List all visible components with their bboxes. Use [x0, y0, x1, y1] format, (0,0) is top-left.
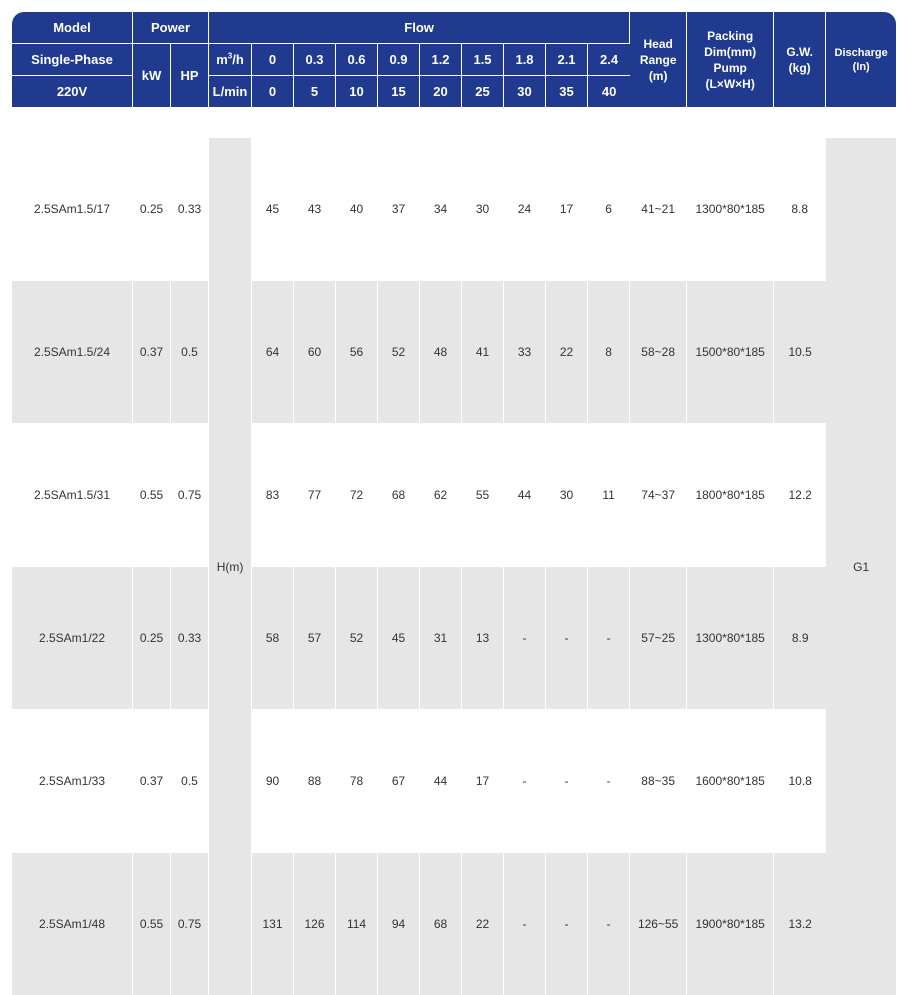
table-body	[12, 108, 896, 995]
head-value-cell: -	[546, 709, 588, 852]
head-value-cell: 6	[588, 108, 630, 280]
head-value-cell: 68	[420, 852, 462, 995]
flow-m3h-cell: 0.9	[378, 44, 420, 76]
header-discharge: Discharge (In)	[826, 12, 896, 108]
head-value-cell: 48	[420, 280, 462, 423]
head-value-cell: 31	[420, 566, 462, 709]
head-range-cell: 57~25	[630, 566, 687, 709]
head-value-cell: 45	[378, 566, 420, 709]
header-voltage: 220V	[12, 76, 133, 108]
model-cell: 2.5SAm1/22	[12, 566, 133, 709]
pump-spec-table-container	[12, 12, 896, 995]
table-header	[12, 12, 896, 108]
hp-cell: 0.33	[171, 566, 209, 709]
head-value-cell: 52	[378, 280, 420, 423]
gw-cell: 10.8	[774, 709, 826, 852]
hp-cell: 0.33	[171, 108, 209, 280]
pump-spec-table	[12, 12, 896, 995]
head-value-cell: 37	[378, 108, 420, 280]
head-value-cell: 126	[294, 852, 336, 995]
head-value-cell: 22	[462, 852, 504, 995]
packing-cell: 1300*80*185	[687, 566, 774, 709]
flow-m3h-cell: 1.5	[462, 44, 504, 76]
hp-cell: 0.75	[171, 423, 209, 566]
head-value-cell: 78	[336, 709, 378, 852]
h-label-cell: H(m)	[209, 108, 252, 995]
flow-lmin-cell: 15	[378, 76, 420, 108]
head-value-cell: 30	[546, 423, 588, 566]
model-cell: 2.5SAm1.5/17	[12, 108, 133, 280]
head-range-cell: 58~28	[630, 280, 687, 423]
head-value-cell: 44	[420, 709, 462, 852]
hp-cell: 0.5	[171, 280, 209, 423]
flow-m3h-cell: 2.4	[588, 44, 630, 76]
header-unit-m3h: $m^3/h$	[209, 44, 252, 76]
head-value-cell: 33	[504, 280, 546, 423]
flow-m3h-cell: 1.8	[504, 44, 546, 76]
head-value-cell: 94	[378, 852, 420, 995]
head-value-cell: 60	[294, 280, 336, 423]
table-row	[12, 423, 896, 566]
head-value-cell: 30	[462, 108, 504, 280]
model-cell: 2.5SAm1/48	[12, 852, 133, 995]
head-value-cell: 58	[252, 566, 294, 709]
gw-cell: 13.2	[774, 852, 826, 995]
header-hp: HP	[171, 44, 209, 108]
head-value-cell: 22	[546, 280, 588, 423]
head-value-cell: 45	[252, 108, 294, 280]
head-value-cell: 131	[252, 852, 294, 995]
head-value-cell: 90	[252, 709, 294, 852]
head-value-cell: 64	[252, 280, 294, 423]
head-value-cell: 114	[336, 852, 378, 995]
head-value-cell: 57	[294, 566, 336, 709]
discharge-cell: G1	[826, 108, 896, 995]
header-model: Model	[12, 12, 133, 44]
kw-cell: 0.25	[133, 108, 171, 280]
flow-lmin-cell: 5	[294, 76, 336, 108]
header-flow: Flow	[209, 12, 630, 44]
gw-cell: 12.2	[774, 423, 826, 566]
header-head-range: Head Range (m)	[630, 12, 687, 108]
head-value-cell: 41	[462, 280, 504, 423]
head-value-cell: 11	[588, 423, 630, 566]
head-value-cell: 67	[378, 709, 420, 852]
head-range-cell: 41~21	[630, 108, 687, 280]
flow-lmin-cell: 0	[252, 76, 294, 108]
head-range-cell: 88~35	[630, 709, 687, 852]
model-cell: 2.5SAm1/33	[12, 709, 133, 852]
head-value-cell: 83	[252, 423, 294, 566]
head-value-cell: 55	[462, 423, 504, 566]
model-cell: 2.5SAm1.5/31	[12, 423, 133, 566]
flow-m3h-cell: 0.6	[336, 44, 378, 76]
head-value-cell: -	[546, 566, 588, 709]
flow-lmin-cell: 35	[546, 76, 588, 108]
head-value-cell: 68	[378, 423, 420, 566]
header-power: Power	[133, 12, 209, 44]
head-value-cell: -	[546, 852, 588, 995]
gw-cell: 8.9	[774, 566, 826, 709]
table-row	[12, 108, 896, 280]
flow-lmin-cell: 40	[588, 76, 630, 108]
head-value-cell: 62	[420, 423, 462, 566]
head-value-cell: 13	[462, 566, 504, 709]
head-value-cell: -	[504, 566, 546, 709]
head-value-cell: -	[588, 852, 630, 995]
flow-m3h-cell: 0	[252, 44, 294, 76]
header-kw: kW	[133, 44, 171, 108]
head-value-cell: 77	[294, 423, 336, 566]
kw-cell: 0.55	[133, 852, 171, 995]
head-value-cell: 24	[504, 108, 546, 280]
head-value-cell: 40	[336, 108, 378, 280]
head-value-cell: -	[588, 709, 630, 852]
flow-lmin-cell: 30	[504, 76, 546, 108]
head-value-cell: 34	[420, 108, 462, 280]
gw-cell: 8.8	[774, 108, 826, 280]
head-range-cell: 74~37	[630, 423, 687, 566]
packing-cell: 1600*80*185	[687, 709, 774, 852]
flow-m3h-cell: 2.1	[546, 44, 588, 76]
model-cell: 2.5SAm1.5/24	[12, 280, 133, 423]
header-packing: Packing Dim(mm) Pump (L×W×H)	[687, 12, 774, 108]
flow-lmin-cell: 10	[336, 76, 378, 108]
kw-cell: 0.37	[133, 280, 171, 423]
header-unit-lmin: L/min	[209, 76, 252, 108]
head-value-cell: -	[588, 566, 630, 709]
head-value-cell: 88	[294, 709, 336, 852]
table-row	[12, 709, 896, 852]
head-value-cell: -	[504, 709, 546, 852]
table-row	[12, 280, 896, 423]
packing-cell: 1500*80*185	[687, 280, 774, 423]
header-gw: G.W. (kg)	[774, 12, 826, 108]
head-value-cell: 8	[588, 280, 630, 423]
hp-cell: 0.5	[171, 709, 209, 852]
head-value-cell: 17	[462, 709, 504, 852]
packing-cell: 1900*80*185	[687, 852, 774, 995]
packing-cell: 1300*80*185	[687, 108, 774, 280]
flow-lmin-cell: 20	[420, 76, 462, 108]
kw-cell: 0.25	[133, 566, 171, 709]
flow-m3h-cell: 1.2	[420, 44, 462, 76]
gw-cell: 10.5	[774, 280, 826, 423]
head-value-cell: 44	[504, 423, 546, 566]
head-value-cell: -	[504, 852, 546, 995]
kw-cell: 0.55	[133, 423, 171, 566]
kw-cell: 0.37	[133, 709, 171, 852]
header-single-phase: Single-Phase	[12, 44, 133, 76]
head-value-cell: 56	[336, 280, 378, 423]
head-value-cell: 43	[294, 108, 336, 280]
table-row	[12, 852, 896, 995]
packing-cell: 1800*80*185	[687, 423, 774, 566]
hp-cell: 0.75	[171, 852, 209, 995]
head-value-cell: 52	[336, 566, 378, 709]
flow-lmin-cell: 25	[462, 76, 504, 108]
head-value-cell: 17	[546, 108, 588, 280]
head-range-cell: 126~55	[630, 852, 687, 995]
table-row	[12, 566, 896, 709]
flow-m3h-cell: 0.3	[294, 44, 336, 76]
head-value-cell: 72	[336, 423, 378, 566]
